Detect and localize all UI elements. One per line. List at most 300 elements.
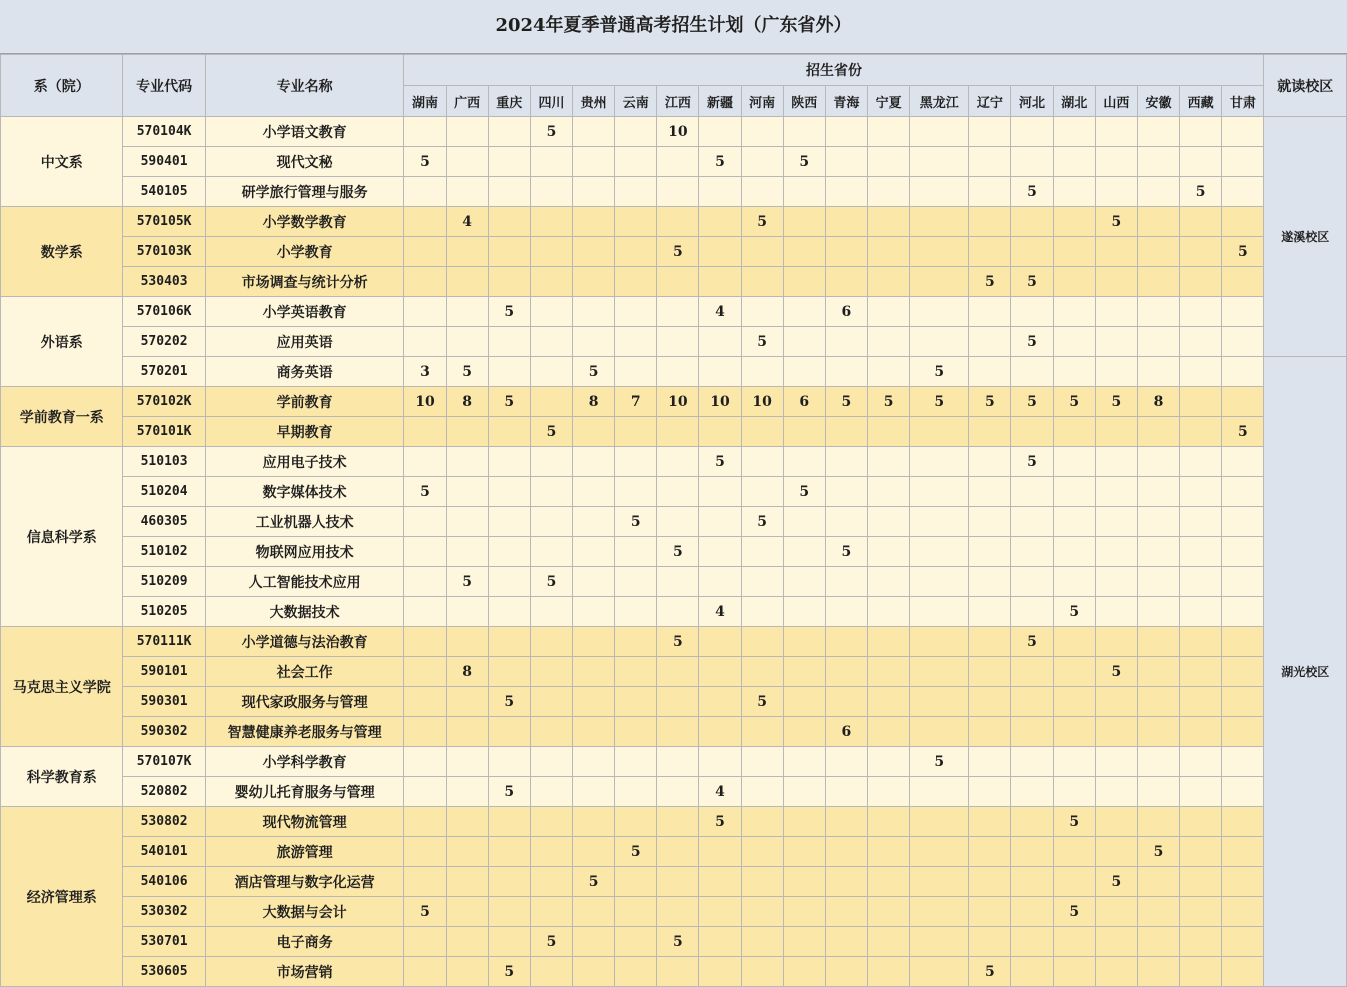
quota-cell: 5 <box>783 147 825 177</box>
quota-cell <box>1011 147 1053 177</box>
quota-cell <box>615 357 657 387</box>
quota-cell <box>488 837 530 867</box>
quota-cell <box>868 657 910 687</box>
quota-cell <box>1180 957 1222 987</box>
table-row <box>1 867 1347 897</box>
quota-cell <box>404 957 446 987</box>
quota-cell <box>1011 867 1053 897</box>
quota-cell <box>573 477 615 507</box>
quota-cell: 5 <box>573 357 615 387</box>
quota-cell <box>573 927 615 957</box>
major-code: 540106 <box>123 867 205 897</box>
quota-cell: 5 <box>530 567 572 597</box>
quota-cell <box>699 537 741 567</box>
quota-cell: 4 <box>699 597 741 627</box>
quota-cell <box>1137 417 1179 447</box>
quota-cell <box>1222 957 1264 987</box>
quota-cell <box>1180 927 1222 957</box>
quota-cell <box>657 717 699 747</box>
quota-cell <box>446 777 488 807</box>
major-code: 510102 <box>123 537 205 567</box>
quota-cell <box>446 267 488 297</box>
quota-cell <box>488 147 530 177</box>
quota-cell <box>446 117 488 147</box>
quota-cell <box>699 867 741 897</box>
quota-cell: 5 <box>1222 417 1264 447</box>
quota-cell <box>969 537 1011 567</box>
quota-cell: 5 <box>615 507 657 537</box>
quota-cell <box>573 327 615 357</box>
quota-cell <box>741 717 783 747</box>
major-name: 小学科学教育 <box>205 747 404 777</box>
quota-cell <box>446 717 488 747</box>
quota-cell <box>868 627 910 657</box>
quota-cell <box>615 267 657 297</box>
quota-cell <box>868 597 910 627</box>
province-header: 四川 <box>530 86 572 117</box>
quota-cell <box>530 897 572 927</box>
quota-cell <box>868 747 910 777</box>
major-code: 510209 <box>123 567 205 597</box>
quota-cell <box>1222 837 1264 867</box>
quota-cell <box>1011 117 1053 147</box>
major-name: 智慧健康养老服务与管理 <box>205 717 404 747</box>
quota-cell <box>825 237 867 267</box>
quota-cell <box>1180 387 1222 417</box>
major-name: 婴幼儿托育服务与管理 <box>205 777 404 807</box>
quota-cell <box>783 117 825 147</box>
quota-cell <box>1137 807 1179 837</box>
province-header: 重庆 <box>488 86 530 117</box>
quota-cell <box>783 957 825 987</box>
quota-cell <box>446 927 488 957</box>
quota-cell <box>1053 567 1095 597</box>
quota-cell: 5 <box>404 477 446 507</box>
province-header: 新疆 <box>699 86 741 117</box>
major-name: 市场营销 <box>205 957 404 987</box>
quota-cell <box>573 237 615 267</box>
quota-cell <box>1095 117 1137 147</box>
quota-cell <box>699 927 741 957</box>
quota-cell <box>741 807 783 837</box>
quota-cell: 6 <box>825 717 867 747</box>
quota-cell <box>404 237 446 267</box>
province-header: 广西 <box>446 86 488 117</box>
quota-cell <box>530 867 572 897</box>
quota-cell <box>573 507 615 537</box>
quota-cell <box>488 117 530 147</box>
quota-cell <box>530 777 572 807</box>
major-name: 早期教育 <box>205 417 404 447</box>
quota-cell <box>783 417 825 447</box>
quota-cell <box>1137 537 1179 567</box>
major-code: 570105K <box>123 207 205 237</box>
quota-cell <box>699 837 741 867</box>
table-body <box>1 117 1347 987</box>
quota-cell <box>1180 777 1222 807</box>
quota-cell <box>1095 717 1137 747</box>
major-name: 小学道德与法治教育 <box>205 627 404 657</box>
quota-cell <box>657 417 699 447</box>
quota-cell: 5 <box>1137 837 1179 867</box>
table-row <box>1 717 1347 747</box>
quota-cell <box>868 957 910 987</box>
quota-cell <box>741 117 783 147</box>
quota-cell <box>1053 657 1095 687</box>
major-code: 510103 <box>123 447 205 477</box>
quota-cell <box>1137 687 1179 717</box>
quota-cell: 5 <box>657 627 699 657</box>
dept-cell: 马克思主义学院 <box>1 627 123 747</box>
quota-cell: 5 <box>404 147 446 177</box>
quota-cell: 5 <box>488 687 530 717</box>
major-code: 570101K <box>123 417 205 447</box>
quota-cell <box>783 177 825 207</box>
quota-cell <box>404 687 446 717</box>
quota-cell <box>1095 747 1137 777</box>
quota-cell <box>488 327 530 357</box>
quota-cell <box>969 507 1011 537</box>
major-name: 现代家政服务与管理 <box>205 687 404 717</box>
table-row <box>1 567 1347 597</box>
quota-cell <box>1180 867 1222 897</box>
major-code: 520802 <box>123 777 205 807</box>
dept-cell: 信息科学系 <box>1 447 123 627</box>
major-name: 社会工作 <box>205 657 404 687</box>
quota-cell <box>1053 867 1095 897</box>
table-row <box>1 657 1347 687</box>
quota-cell <box>1137 237 1179 267</box>
table-row <box>1 357 1347 387</box>
quota-cell <box>868 777 910 807</box>
province-header: 辽宁 <box>969 86 1011 117</box>
major-code: 590101 <box>123 657 205 687</box>
quota-cell <box>910 927 969 957</box>
major-name: 酒店管理与数字化运营 <box>205 867 404 897</box>
quota-cell <box>615 537 657 567</box>
quota-cell <box>530 537 572 567</box>
quota-cell <box>969 747 1011 777</box>
quota-cell <box>969 867 1011 897</box>
quota-cell <box>868 237 910 267</box>
quota-cell <box>1137 747 1179 777</box>
quota-cell <box>657 477 699 507</box>
quota-cell <box>1180 477 1222 507</box>
quota-cell <box>825 777 867 807</box>
major-code: 510205 <box>123 597 205 627</box>
quota-cell: 3 <box>404 357 446 387</box>
quota-cell <box>488 747 530 777</box>
quota-cell <box>657 867 699 897</box>
quota-cell <box>446 297 488 327</box>
quota-cell <box>969 297 1011 327</box>
quota-cell <box>868 897 910 927</box>
quota-cell <box>615 447 657 477</box>
quota-cell <box>1222 717 1264 747</box>
quota-cell <box>615 297 657 327</box>
quota-cell <box>969 777 1011 807</box>
quota-cell <box>825 897 867 927</box>
quota-cell <box>910 957 969 987</box>
quota-cell <box>1095 567 1137 597</box>
quota-cell <box>530 297 572 327</box>
quota-cell <box>1180 717 1222 747</box>
quota-cell <box>825 687 867 717</box>
quota-cell <box>1180 297 1222 327</box>
quota-cell <box>404 117 446 147</box>
quota-cell <box>446 537 488 567</box>
major-name: 现代文秘 <box>205 147 404 177</box>
quota-cell: 5 <box>783 477 825 507</box>
quota-cell <box>969 837 1011 867</box>
major-code: 570201 <box>123 357 205 387</box>
quota-cell <box>615 747 657 777</box>
major-name: 小学英语教育 <box>205 297 404 327</box>
table-row <box>1 597 1347 627</box>
major-name: 物联网应用技术 <box>205 537 404 567</box>
quota-cell <box>488 477 530 507</box>
quota-cell <box>530 507 572 537</box>
quota-cell <box>446 417 488 447</box>
dept-cell: 经济管理系 <box>1 807 123 987</box>
quota-cell <box>615 567 657 597</box>
quota-cell <box>1053 777 1095 807</box>
quota-cell <box>910 567 969 597</box>
quota-cell <box>1222 447 1264 477</box>
table-row <box>1 267 1347 297</box>
quota-cell <box>530 267 572 297</box>
quota-cell <box>446 597 488 627</box>
quota-cell <box>1180 207 1222 237</box>
quota-cell <box>1011 417 1053 447</box>
quota-cell <box>446 687 488 717</box>
quota-cell <box>699 477 741 507</box>
quota-cell <box>741 177 783 207</box>
quota-cell <box>1180 357 1222 387</box>
quota-cell <box>783 207 825 237</box>
quota-cell <box>1180 837 1222 867</box>
quota-cell <box>573 777 615 807</box>
quota-cell: 8 <box>446 657 488 687</box>
province-header: 青海 <box>825 86 867 117</box>
quota-cell <box>969 657 1011 687</box>
quota-cell <box>1180 267 1222 297</box>
major-code: 540105 <box>123 177 205 207</box>
major-name: 大数据与会计 <box>205 897 404 927</box>
quota-cell <box>1053 117 1095 147</box>
quota-cell: 5 <box>1095 657 1137 687</box>
quota-cell <box>699 687 741 717</box>
quota-cell <box>1137 477 1179 507</box>
province-header: 云南 <box>615 86 657 117</box>
quota-cell <box>868 177 910 207</box>
quota-cell <box>488 537 530 567</box>
quota-cell: 5 <box>1011 327 1053 357</box>
quota-cell: 5 <box>910 387 969 417</box>
quota-cell <box>657 177 699 207</box>
quota-cell: 5 <box>868 387 910 417</box>
province-header: 甘肃 <box>1222 86 1264 117</box>
quota-cell <box>615 417 657 447</box>
major-code: 530403 <box>123 267 205 297</box>
quota-cell <box>783 897 825 927</box>
quota-cell <box>825 417 867 447</box>
quota-cell <box>1011 747 1053 777</box>
quota-cell <box>783 447 825 477</box>
quota-cell <box>699 627 741 657</box>
quota-cell <box>1180 327 1222 357</box>
quota-cell: 5 <box>825 537 867 567</box>
quota-cell <box>573 537 615 567</box>
quota-cell <box>1095 927 1137 957</box>
quota-cell <box>615 177 657 207</box>
quota-cell <box>615 657 657 687</box>
quota-cell <box>615 207 657 237</box>
page-title: 2024年夏季普通高考招生计划（广东省外） <box>0 0 1347 54</box>
quota-cell <box>1137 957 1179 987</box>
major-code: 530605 <box>123 957 205 987</box>
quota-cell: 5 <box>1011 627 1053 657</box>
quota-cell <box>969 447 1011 477</box>
quota-cell <box>657 807 699 837</box>
quota-cell <box>1222 387 1264 417</box>
major-name: 商务英语 <box>205 357 404 387</box>
quota-cell <box>1095 237 1137 267</box>
quota-cell <box>1053 327 1095 357</box>
quota-cell <box>404 657 446 687</box>
quota-cell <box>573 207 615 237</box>
quota-cell <box>1137 297 1179 327</box>
quota-cell <box>868 207 910 237</box>
table-header <box>1 55 1347 117</box>
quota-cell <box>573 897 615 927</box>
quota-cell: 5 <box>488 777 530 807</box>
quota-cell <box>783 927 825 957</box>
quota-cell <box>404 207 446 237</box>
quota-cell: 5 <box>699 807 741 837</box>
quota-cell <box>1222 117 1264 147</box>
quota-cell <box>530 177 572 207</box>
quota-cell <box>868 267 910 297</box>
quota-cell <box>615 717 657 747</box>
quota-cell: 5 <box>1011 387 1053 417</box>
quota-cell <box>868 447 910 477</box>
quota-cell <box>1095 267 1137 297</box>
quota-cell <box>1180 657 1222 687</box>
quota-cell <box>657 327 699 357</box>
quota-cell <box>1053 177 1095 207</box>
quota-cell: 5 <box>741 507 783 537</box>
quota-cell <box>446 897 488 927</box>
quota-cell: 7 <box>615 387 657 417</box>
major-code: 510204 <box>123 477 205 507</box>
quota-cell <box>1137 927 1179 957</box>
quota-cell <box>783 627 825 657</box>
quota-cell: 10 <box>657 117 699 147</box>
quota-cell <box>446 237 488 267</box>
quota-cell <box>868 687 910 717</box>
quota-cell <box>969 147 1011 177</box>
quota-cell <box>783 567 825 597</box>
quota-cell: 5 <box>1011 447 1053 477</box>
quota-cell <box>741 897 783 927</box>
major-code: 570104K <box>123 117 205 147</box>
quota-cell <box>825 627 867 657</box>
quota-cell <box>615 237 657 267</box>
quota-cell <box>910 657 969 687</box>
quota-cell <box>699 207 741 237</box>
quota-cell <box>1222 207 1264 237</box>
quota-cell <box>1222 807 1264 837</box>
quota-cell <box>741 537 783 567</box>
quota-cell <box>1053 747 1095 777</box>
quota-cell <box>404 597 446 627</box>
quota-cell <box>969 567 1011 597</box>
quota-cell <box>1137 597 1179 627</box>
quota-cell: 5 <box>969 267 1011 297</box>
quota-cell <box>1137 267 1179 297</box>
quota-cell <box>657 147 699 177</box>
campus-cell: 湖光校区 <box>1264 357 1347 987</box>
quota-cell <box>1053 207 1095 237</box>
quota-cell <box>868 357 910 387</box>
quota-cell: 5 <box>910 747 969 777</box>
quota-cell <box>910 207 969 237</box>
quota-cell <box>1095 897 1137 927</box>
quota-cell <box>699 327 741 357</box>
province-header: 宁夏 <box>868 86 910 117</box>
quota-cell: 5 <box>1053 807 1095 837</box>
quota-cell <box>1053 927 1095 957</box>
quota-cell <box>573 447 615 477</box>
quota-cell <box>615 957 657 987</box>
quota-cell <box>910 717 969 747</box>
quota-cell <box>573 267 615 297</box>
quota-cell <box>1180 117 1222 147</box>
province-header: 贵州 <box>573 86 615 117</box>
quota-cell <box>1095 357 1137 387</box>
quota-cell <box>573 297 615 327</box>
table-row <box>1 147 1347 177</box>
quota-cell <box>404 297 446 327</box>
quota-cell <box>868 537 910 567</box>
quota-cell <box>741 627 783 657</box>
quota-cell <box>969 117 1011 147</box>
quota-cell <box>1095 447 1137 477</box>
quota-cell <box>741 747 783 777</box>
quota-cell <box>1011 237 1053 267</box>
quota-cell <box>783 777 825 807</box>
quota-cell <box>615 867 657 897</box>
quota-cell <box>910 597 969 627</box>
major-code: 570107K <box>123 747 205 777</box>
quota-cell <box>530 957 572 987</box>
quota-cell <box>530 837 572 867</box>
province-header: 陕西 <box>783 86 825 117</box>
quota-cell <box>446 867 488 897</box>
quota-cell <box>1137 447 1179 477</box>
quota-cell <box>404 417 446 447</box>
quota-cell <box>1222 897 1264 927</box>
quota-cell <box>446 177 488 207</box>
quota-cell <box>699 567 741 597</box>
quota-cell <box>783 507 825 537</box>
quota-cell: 5 <box>1222 237 1264 267</box>
quota-cell <box>1011 567 1053 597</box>
quota-cell <box>615 687 657 717</box>
dept-cell: 外语系 <box>1 297 123 387</box>
quota-cell <box>741 267 783 297</box>
